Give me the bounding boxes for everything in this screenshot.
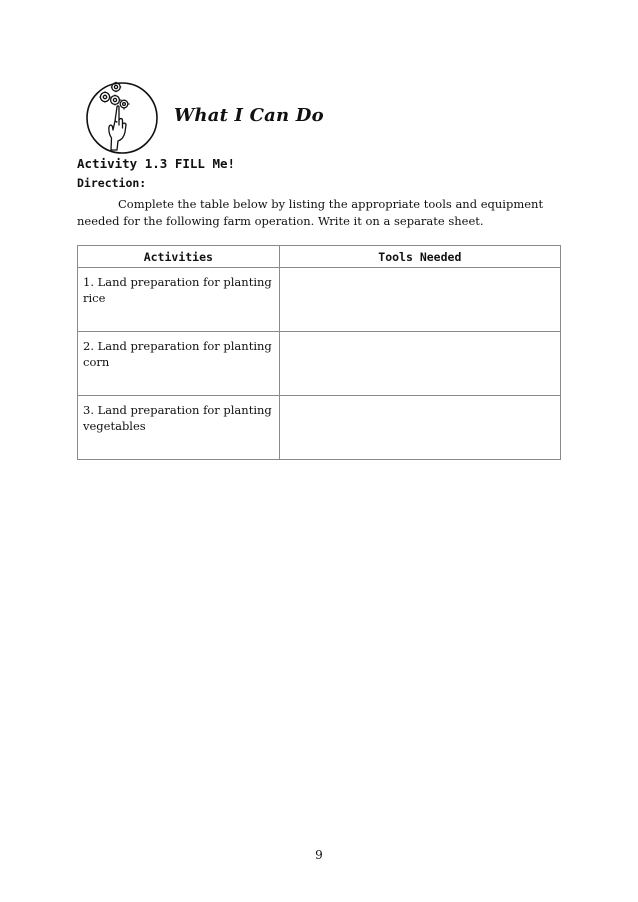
- table-row: [78, 332, 561, 396]
- instructions-paragraph: [77, 196, 561, 230]
- activity-text-line: 3. Land preparation for planting: [83, 403, 272, 417]
- tools-cell[interactable]: [279, 268, 560, 332]
- activity-text-line: rice: [83, 291, 106, 305]
- activity-cell: [78, 268, 280, 332]
- tools-cell[interactable]: [279, 332, 560, 396]
- activity-cell: [78, 396, 280, 460]
- activity-text-line: vegetables: [83, 419, 146, 433]
- column-header-activities: Activities: [78, 246, 280, 268]
- section-header: [84, 80, 484, 156]
- direction-label: Direction:: [77, 176, 147, 190]
- tools-cell[interactable]: [279, 396, 560, 460]
- table-row: [78, 396, 561, 460]
- table-header-row: [78, 246, 561, 268]
- column-header-tools-needed: Tools Needed: [279, 246, 560, 268]
- activity-cell: [78, 332, 280, 396]
- page-number: 9: [315, 848, 323, 862]
- activity-text-line: 2. Land preparation for planting: [83, 339, 272, 353]
- hand-holding-gears-icon: [84, 80, 160, 156]
- instructions-line: needed for the following farm operation. Write it on a separate sheet.: [77, 214, 484, 228]
- activity-text-line: corn: [83, 355, 110, 369]
- table-row: [78, 268, 561, 332]
- activity-text-line: 1. Land preparation for planting: [83, 275, 272, 289]
- activity-title: Activity 1.3 FILL Me!: [77, 156, 236, 171]
- section-title: What I Can Do: [174, 105, 324, 126]
- activity-table: [77, 245, 561, 460]
- instructions-line: Complete the table below by listing the appropriate tools and equipment: [118, 197, 544, 211]
